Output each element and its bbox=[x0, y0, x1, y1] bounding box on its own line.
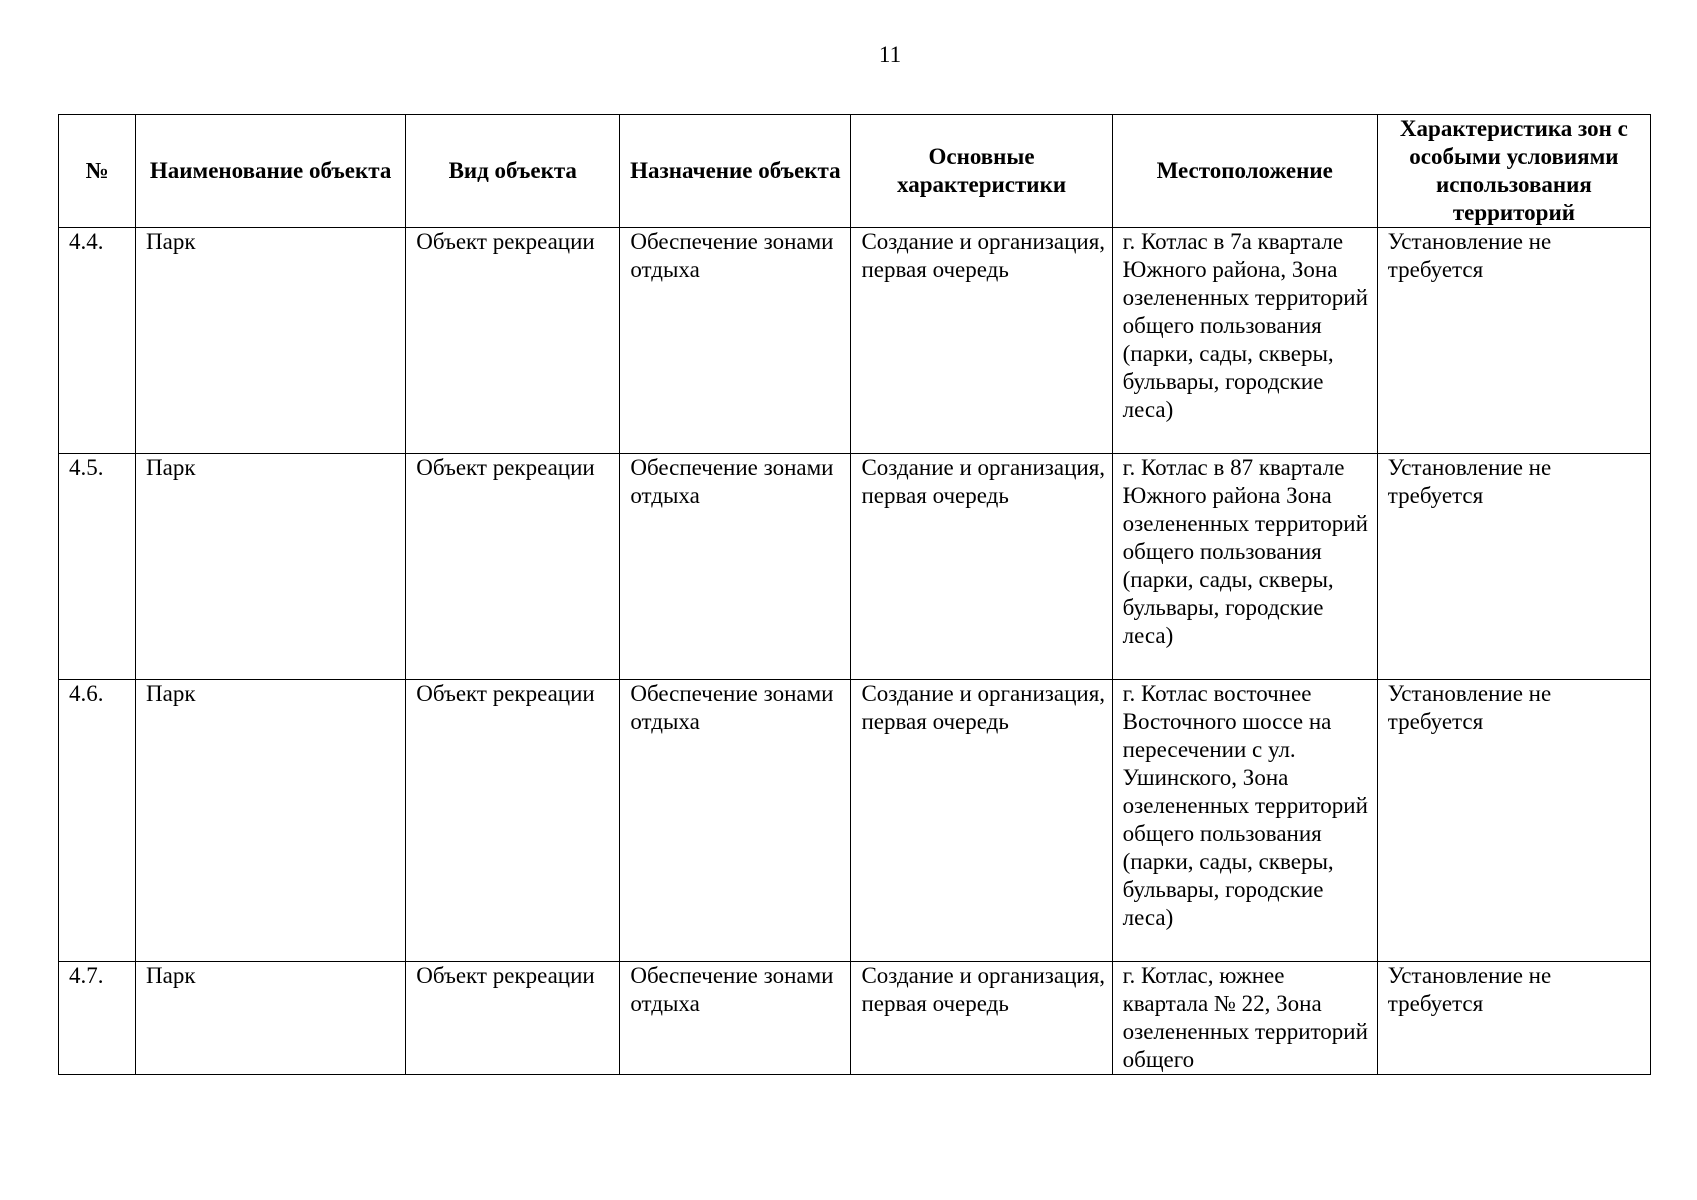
cell-number: 4.4. bbox=[59, 228, 136, 454]
page-number: 11 bbox=[878, 42, 902, 67]
cell-special-zones: Установление не требуется bbox=[1377, 228, 1650, 454]
cell-number: 4.6. bbox=[59, 680, 136, 962]
header-object-kind: Вид объекта bbox=[406, 115, 620, 228]
cell-object-kind: Объект рекреации bbox=[406, 454, 620, 680]
table-header-row bbox=[59, 115, 1651, 228]
cell-object-name: Парк bbox=[136, 228, 406, 454]
table-row bbox=[59, 680, 1651, 962]
cell-special-zones: Установление не требуется bbox=[1377, 454, 1650, 680]
cell-object-purpose: Обеспечение зонами отдыха bbox=[620, 680, 851, 962]
header-number: № bbox=[59, 115, 136, 228]
cell-main-characteristics: Создание и организация, первая очередь bbox=[851, 962, 1112, 1075]
header-object-name: Наименование объекта bbox=[136, 115, 406, 228]
cell-special-zones: Установление не требуется bbox=[1377, 962, 1650, 1075]
cell-special-zones: Установление не требуется bbox=[1377, 680, 1650, 962]
cell-object-name: Парк bbox=[136, 680, 406, 962]
table-row bbox=[59, 454, 1651, 680]
cell-main-characteristics: Создание и организация, первая очередь bbox=[851, 454, 1112, 680]
table-row bbox=[59, 962, 1651, 1075]
header-special-zones: Характеристика зон с особыми условиями использования территорий bbox=[1377, 115, 1650, 228]
cell-object-kind: Объект рекреации bbox=[406, 962, 620, 1075]
header-object-purpose: Назначение объекта bbox=[620, 115, 851, 228]
cell-location: г. Котлас в 7а квартале Южного района, Зона озелененных территорий общего пользования (парки, сады, скверы, бульвары, городские леса) bbox=[1112, 228, 1377, 454]
cell-main-characteristics: Создание и организация, первая очередь bbox=[851, 680, 1112, 962]
cell-location: г. Котлас, южнее квартала № 22, Зона озелененных территорий общего bbox=[1112, 962, 1377, 1075]
table-row bbox=[59, 228, 1651, 454]
cell-object-kind: Объект рекреации bbox=[406, 680, 620, 962]
objects-table bbox=[58, 114, 1651, 1075]
header-main-characteristics: Основные характеристики bbox=[851, 115, 1112, 228]
cell-object-purpose: Обеспечение зонами отдыха bbox=[620, 454, 851, 680]
header-location: Местоположение bbox=[1112, 115, 1377, 228]
cell-location: г. Котлас восточнее Восточного шоссе на пересечении с ул. Ушинского, Зона озелененных территорий общего пользования (парки, сады, скверы, бульвары, городские леса) bbox=[1112, 680, 1377, 962]
cell-object-name: Парк bbox=[136, 454, 406, 680]
cell-object-purpose: Обеспечение зонами отдыха bbox=[620, 962, 851, 1075]
cell-number: 4.7. bbox=[59, 962, 136, 1075]
cell-number: 4.5. bbox=[59, 454, 136, 680]
cell-object-kind: Объект рекреации bbox=[406, 228, 620, 454]
cell-main-characteristics: Создание и организация, первая очередь bbox=[851, 228, 1112, 454]
cell-location: г. Котлас в 87 квартале Южного района Зона озелененных территорий общего пользования (парки, сады, скверы, бульвары, городские леса) bbox=[1112, 454, 1377, 680]
cell-object-name: Парк bbox=[136, 962, 406, 1075]
cell-object-purpose: Обеспечение зонами отдыха bbox=[620, 228, 851, 454]
